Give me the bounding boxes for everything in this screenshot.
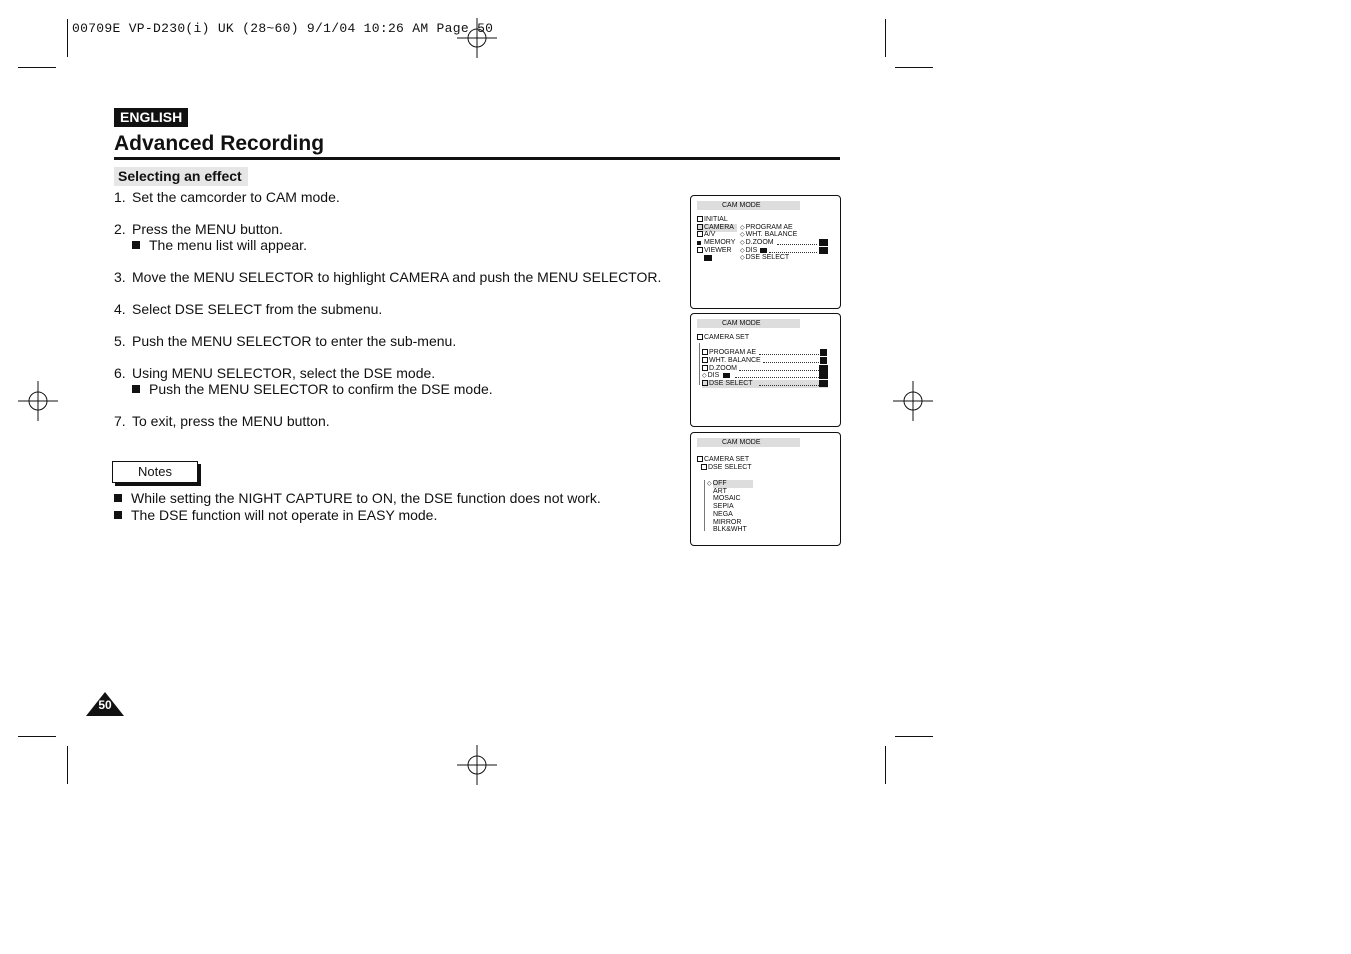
menu-icon: [697, 231, 703, 237]
camera-icon: [697, 334, 703, 340]
menu-heading: CAMERA SET: [697, 456, 749, 464]
step-item: 2. Press the MENU button.: [114, 221, 283, 237]
submenu-item: ◇D.ZOOM: [740, 239, 774, 246]
tree-line: [699, 343, 700, 385]
dis-icon: [723, 373, 730, 378]
step-item: 1. Set the camcorder to CAM mode.: [114, 189, 340, 205]
page-number-badge: [86, 692, 124, 716]
step-item: 7. To exit, press the MENU button.: [114, 413, 330, 429]
step-subitem: Push the MENU SELECTOR to confirm the DSE mode.: [132, 381, 493, 397]
note-item: The DSE function will not operate in EASY mode.: [114, 507, 437, 523]
bullet-square-icon: [132, 385, 140, 393]
crop-mark: [885, 746, 886, 784]
menu-item-selected: CAMERA: [697, 224, 737, 232]
note-item: While setting the NIGHT CAPTURE to ON, the DSE function does not work.: [114, 490, 601, 506]
crop-mark: [895, 67, 933, 68]
menu-heading: CAMERA SET: [697, 334, 749, 342]
menu-item: VIEWER: [697, 247, 732, 255]
option-item: NEGA: [713, 511, 733, 518]
menu-item: WHT. BALANCE: [702, 357, 761, 365]
step-item: 6. Using MENU SELECTOR, select the DSE mode.: [114, 365, 436, 381]
menu-icon: [702, 357, 708, 363]
camera-icon: [697, 456, 703, 462]
bullet-square-icon: [114, 494, 122, 502]
bullet-square-icon: [114, 511, 122, 519]
notes-label: Notes: [112, 461, 198, 483]
page-title: Advanced Recording: [114, 132, 325, 155]
step-item: 3. Move the MENU SELECTOR to highlight CAMERA and push the MENU SELECTOR.: [114, 269, 662, 285]
option-selected: ◇OFF: [707, 480, 753, 488]
registration-mark: [457, 745, 497, 785]
option-item: MIRROR: [713, 519, 742, 526]
step-item: 5. Push the MENU SELECTOR to enter the sub-menu.: [114, 333, 457, 349]
screen-mode-label: CAM MODE: [697, 201, 800, 210]
menu-item: D.ZOOM: [702, 365, 737, 373]
dotted-leader: [763, 362, 819, 363]
dotted-leader: [735, 377, 819, 378]
tree-line: [704, 480, 705, 531]
option-item: BLK&WHT: [713, 526, 747, 533]
menu-screen-2: [690, 313, 841, 427]
dis-icon: [760, 248, 767, 253]
submenu-item: ◇DIS: [740, 247, 758, 254]
menu-item-selected: DSE SELECT: [702, 380, 828, 388]
crop-mark: [18, 67, 56, 68]
option-item: ART: [713, 488, 727, 495]
menu-icon: [697, 241, 701, 245]
crop-mark: [895, 736, 933, 737]
bullet-square-icon: [132, 241, 140, 249]
exit-icon: [704, 255, 712, 261]
crop-mark: [18, 736, 56, 737]
language-badge: ENGLISH: [114, 108, 188, 127]
menu-item: PROGRAM AE: [702, 349, 756, 357]
menu-item: INITIAL: [697, 216, 728, 224]
step-item: 4. Select DSE SELECT from the submenu.: [114, 301, 383, 317]
page-number: 50: [98, 698, 112, 712]
menu-icon: [702, 349, 708, 355]
crop-mark: [885, 19, 886, 57]
dotted-leader: [769, 252, 817, 253]
option-item: SEPIA: [713, 503, 734, 510]
submenu-item: ◇PROGRAM AE: [740, 224, 793, 231]
registration-mark: [18, 381, 58, 421]
title-divider: [114, 157, 840, 160]
setting-icon: [819, 247, 828, 254]
menu-icon: [702, 380, 708, 386]
menu-icon: [701, 464, 707, 470]
submenu-item: ◇WHT. BALANCE: [740, 231, 798, 238]
dotted-leader: [759, 354, 819, 355]
section-heading: Selecting an effect: [114, 167, 248, 186]
menu-item: MEMORY: [697, 239, 735, 247]
submenu-item: ◇DSE SELECT: [740, 254, 790, 261]
menu-icon: [702, 365, 708, 371]
print-header: 00709E VP-D230(i) UK (28~60) 9/1/04 10:26 AM Page 50: [72, 21, 494, 36]
dotted-leader: [739, 370, 819, 371]
menu-icon: [697, 216, 703, 222]
screen-mode-label: CAM MODE: [697, 319, 800, 328]
menu-screen-3: [690, 432, 841, 546]
setting-icon: [819, 380, 828, 387]
crop-mark: [67, 746, 68, 784]
crop-mark: [67, 19, 68, 57]
setting-icon: [820, 349, 827, 356]
submenu-heading: DSE SELECT: [701, 464, 752, 472]
setting-icon: [819, 365, 828, 372]
dotted-leader: [777, 244, 817, 245]
dotted-leader: [759, 385, 819, 386]
registration-mark: [893, 381, 933, 421]
setting-icon: [819, 372, 828, 379]
menu-screen-1: [690, 195, 841, 309]
setting-icon: [820, 357, 827, 364]
menu-item: ◇DIS: [702, 372, 720, 379]
setting-icon: [819, 239, 828, 246]
option-item: MOSAIC: [713, 495, 741, 502]
step-subitem: The menu list will appear.: [132, 237, 307, 253]
menu-icon: [697, 247, 703, 253]
menu-item: A/V: [697, 231, 715, 239]
menu-icon: [697, 224, 703, 230]
screen-mode-label: CAM MODE: [697, 438, 800, 447]
